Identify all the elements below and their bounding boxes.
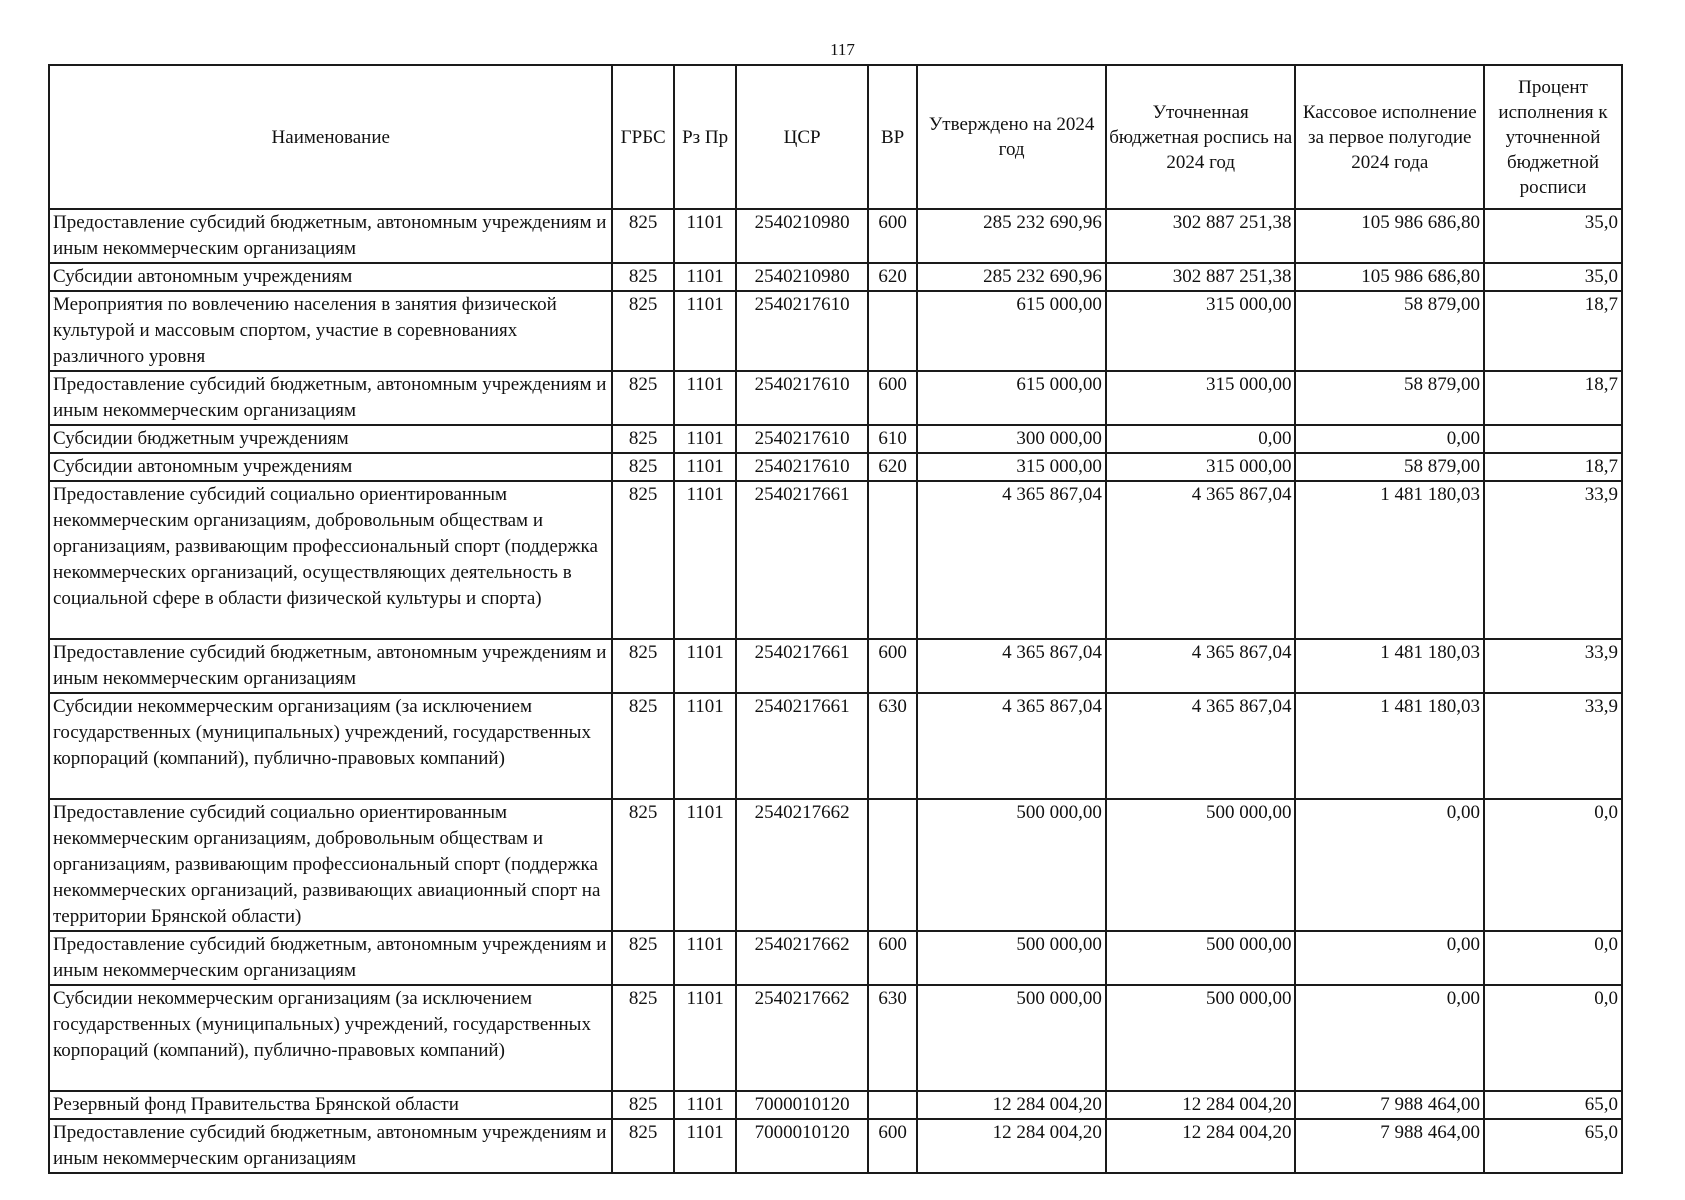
header-cash: Кассовое исполнение за первое полугодие 2024 года xyxy=(1295,65,1484,209)
row-percent: 0,0 xyxy=(1484,931,1622,985)
row-approved: 500 000,00 xyxy=(917,799,1106,931)
row-rzpr: 1101 xyxy=(674,209,736,263)
row-name: Субсидии автономным учреждениям xyxy=(49,263,612,291)
row-csr: 2540217610 xyxy=(736,371,867,425)
row-refined: 12 284 004,20 xyxy=(1106,1119,1296,1173)
table-row xyxy=(49,1119,1622,1173)
table-row xyxy=(49,799,1622,931)
row-refined: 302 887 251,38 xyxy=(1106,209,1296,263)
row-approved: 315 000,00 xyxy=(917,453,1106,481)
row-rzpr: 1101 xyxy=(674,931,736,985)
row-cash: 7 988 464,00 xyxy=(1295,1091,1484,1119)
row-csr: 2540217662 xyxy=(736,931,867,985)
row-cash: 7 988 464,00 xyxy=(1295,1119,1484,1173)
header-csr: ЦСР xyxy=(736,65,867,209)
row-name: Субсидии некоммерческим организациям (за исключением государственных (муниципальных) учреждений, государственных корпораций (компаний), публично-правовых компаний) xyxy=(49,693,612,799)
row-percent xyxy=(1484,425,1622,453)
row-rzpr: 1101 xyxy=(674,985,736,1091)
row-cash: 1 481 180,03 xyxy=(1295,639,1484,693)
row-rzpr: 1101 xyxy=(674,371,736,425)
row-approved: 12 284 004,20 xyxy=(917,1091,1106,1119)
row-vr: 630 xyxy=(868,693,918,799)
table-row xyxy=(49,209,1622,263)
row-percent: 0,0 xyxy=(1484,985,1622,1091)
table-row xyxy=(49,639,1622,693)
row-percent: 18,7 xyxy=(1484,291,1622,371)
row-rzpr: 1101 xyxy=(674,1091,736,1119)
row-approved: 12 284 004,20 xyxy=(917,1119,1106,1173)
row-cash: 105 986 686,80 xyxy=(1295,263,1484,291)
row-rzpr: 1101 xyxy=(674,425,736,453)
row-csr: 2540217610 xyxy=(736,453,867,481)
row-grbs: 825 xyxy=(612,1119,673,1173)
row-rzpr: 1101 xyxy=(674,453,736,481)
row-vr: 620 xyxy=(868,453,918,481)
table-row xyxy=(49,263,1622,291)
table-row xyxy=(49,481,1622,639)
row-rzpr: 1101 xyxy=(674,263,736,291)
row-vr: 620 xyxy=(868,263,918,291)
row-csr: 2540217662 xyxy=(736,985,867,1091)
row-vr: 600 xyxy=(868,209,918,263)
row-approved: 285 232 690,96 xyxy=(917,209,1106,263)
row-name: Субсидии бюджетным учреждениям xyxy=(49,425,612,453)
row-cash: 58 879,00 xyxy=(1295,371,1484,425)
row-refined: 4 365 867,04 xyxy=(1106,481,1296,639)
row-refined: 302 887 251,38 xyxy=(1106,263,1296,291)
table-row xyxy=(49,985,1622,1091)
row-rzpr: 1101 xyxy=(674,639,736,693)
row-vr: 630 xyxy=(868,985,918,1091)
row-percent: 33,9 xyxy=(1484,639,1622,693)
table-row xyxy=(49,291,1622,371)
row-percent: 65,0 xyxy=(1484,1119,1622,1173)
row-csr: 2540217661 xyxy=(736,639,867,693)
page-number: 117 xyxy=(830,40,855,59)
header-percent: Процент исполнения к уточненной бюджетной росписи xyxy=(1484,65,1622,209)
row-name: Субсидии некоммерческим организациям (за исключением государственных (муниципальных) учреждений, государственных корпораций (компаний), публично-правовых компаний) xyxy=(49,985,612,1091)
table-row xyxy=(49,693,1622,799)
row-approved: 615 000,00 xyxy=(917,291,1106,371)
header-name: Наименование xyxy=(49,65,612,209)
row-refined: 500 000,00 xyxy=(1106,799,1296,931)
row-name: Предоставление субсидий бюджетным, автономным учреждениям и иным некоммерческим организациям xyxy=(49,931,612,985)
row-vr xyxy=(868,291,918,371)
row-rzpr: 1101 xyxy=(674,291,736,371)
row-vr: 610 xyxy=(868,425,918,453)
row-refined: 315 000,00 xyxy=(1106,453,1296,481)
row-cash: 1 481 180,03 xyxy=(1295,481,1484,639)
row-name: Предоставление субсидий бюджетным, автономным учреждениям и иным некоммерческим организациям xyxy=(49,371,612,425)
row-rzpr: 1101 xyxy=(674,693,736,799)
row-refined: 500 000,00 xyxy=(1106,985,1296,1091)
header-grbs: ГРБС xyxy=(612,65,673,209)
row-refined: 4 365 867,04 xyxy=(1106,693,1296,799)
row-vr xyxy=(868,799,918,931)
row-percent: 18,7 xyxy=(1484,453,1622,481)
row-approved: 4 365 867,04 xyxy=(917,693,1106,799)
row-vr: 600 xyxy=(868,371,918,425)
row-approved: 615 000,00 xyxy=(917,371,1106,425)
row-csr: 2540217610 xyxy=(736,425,867,453)
table-row xyxy=(49,425,1622,453)
row-cash: 0,00 xyxy=(1295,425,1484,453)
row-vr xyxy=(868,1091,918,1119)
row-vr: 600 xyxy=(868,639,918,693)
row-csr: 2540210980 xyxy=(736,209,867,263)
row-refined: 315 000,00 xyxy=(1106,291,1296,371)
row-grbs: 825 xyxy=(612,639,673,693)
row-name: Предоставление субсидий социально ориентированным некоммерческим организациям, добровольным обществам и организациям, развивающим профессиональный спорт (поддержка некоммерческих организаций, развивающих авиационный спорт на территории Брянской области) xyxy=(49,799,612,931)
header-row xyxy=(49,65,1622,209)
row-grbs: 825 xyxy=(612,481,673,639)
row-csr: 2540217661 xyxy=(736,481,867,639)
row-name: Мероприятия по вовлечению населения в занятия физической культурой и массовым спортом, участие в соревнованиях различного уровня xyxy=(49,291,612,371)
header-approved: Утверждено на 2024 год xyxy=(917,65,1106,209)
row-approved: 300 000,00 xyxy=(917,425,1106,453)
row-percent: 65,0 xyxy=(1484,1091,1622,1119)
row-percent: 35,0 xyxy=(1484,209,1622,263)
header-vr: ВР xyxy=(868,65,918,209)
table-row xyxy=(49,1091,1622,1119)
row-csr: 2540217661 xyxy=(736,693,867,799)
budget-table xyxy=(48,64,1623,1174)
header-rzpr: Рз Пр xyxy=(674,65,736,209)
row-percent: 18,7 xyxy=(1484,371,1622,425)
row-csr: 2540217662 xyxy=(736,799,867,931)
row-cash: 0,00 xyxy=(1295,799,1484,931)
row-rzpr: 1101 xyxy=(674,1119,736,1173)
row-rzpr: 1101 xyxy=(674,481,736,639)
row-grbs: 825 xyxy=(612,263,673,291)
row-name: Резервный фонд Правительства Брянской области xyxy=(49,1091,612,1119)
row-refined: 0,00 xyxy=(1106,425,1296,453)
row-vr: 600 xyxy=(868,1119,918,1173)
row-csr: 2540217610 xyxy=(736,291,867,371)
row-grbs: 825 xyxy=(612,1091,673,1119)
table-row xyxy=(49,931,1622,985)
row-cash: 58 879,00 xyxy=(1295,453,1484,481)
header-refined: Уточненная бюджетная роспись на 2024 год xyxy=(1106,65,1296,209)
row-approved: 4 365 867,04 xyxy=(917,481,1106,639)
row-csr: 7000010120 xyxy=(736,1119,867,1173)
row-name: Предоставление субсидий бюджетным, автономным учреждениям и иным некоммерческим организациям xyxy=(49,639,612,693)
row-percent: 35,0 xyxy=(1484,263,1622,291)
row-cash: 0,00 xyxy=(1295,985,1484,1091)
row-approved: 4 365 867,04 xyxy=(917,639,1106,693)
row-grbs: 825 xyxy=(612,799,673,931)
row-vr: 600 xyxy=(868,931,918,985)
row-name: Предоставление субсидий бюджетным, автономным учреждениям и иным некоммерческим организациям xyxy=(49,1119,612,1173)
row-grbs: 825 xyxy=(612,931,673,985)
row-percent: 33,9 xyxy=(1484,481,1622,639)
row-approved: 500 000,00 xyxy=(917,985,1106,1091)
row-name: Предоставление субсидий социально ориентированным некоммерческим организациям, добровольным обществам и организациям, развивающим профессиональный спорт (поддержка некоммерческих организаций, осуществляющих деятельность в социальной сфере в области физической культуры и спорта) xyxy=(49,481,612,639)
table-body xyxy=(49,209,1622,1173)
row-grbs: 825 xyxy=(612,985,673,1091)
row-grbs: 825 xyxy=(612,291,673,371)
row-name: Предоставление субсидий бюджетным, автономным учреждениям и иным некоммерческим организациям xyxy=(49,209,612,263)
row-vr xyxy=(868,481,918,639)
row-cash: 105 986 686,80 xyxy=(1295,209,1484,263)
row-approved: 500 000,00 xyxy=(917,931,1106,985)
row-grbs: 825 xyxy=(612,693,673,799)
row-grbs: 825 xyxy=(612,371,673,425)
row-cash: 58 879,00 xyxy=(1295,291,1484,371)
row-name: Субсидии автономным учреждениям xyxy=(49,453,612,481)
row-cash: 0,00 xyxy=(1295,931,1484,985)
row-grbs: 825 xyxy=(612,453,673,481)
row-refined: 4 365 867,04 xyxy=(1106,639,1296,693)
table-row xyxy=(49,371,1622,425)
row-refined: 500 000,00 xyxy=(1106,931,1296,985)
row-refined: 315 000,00 xyxy=(1106,371,1296,425)
row-percent: 0,0 xyxy=(1484,799,1622,931)
row-percent: 33,9 xyxy=(1484,693,1622,799)
row-refined: 12 284 004,20 xyxy=(1106,1091,1296,1119)
row-rzpr: 1101 xyxy=(674,799,736,931)
row-csr: 2540210980 xyxy=(736,263,867,291)
row-grbs: 825 xyxy=(612,425,673,453)
table-row xyxy=(49,453,1622,481)
row-cash: 1 481 180,03 xyxy=(1295,693,1484,799)
row-approved: 285 232 690,96 xyxy=(917,263,1106,291)
row-grbs: 825 xyxy=(612,209,673,263)
row-csr: 7000010120 xyxy=(736,1091,867,1119)
